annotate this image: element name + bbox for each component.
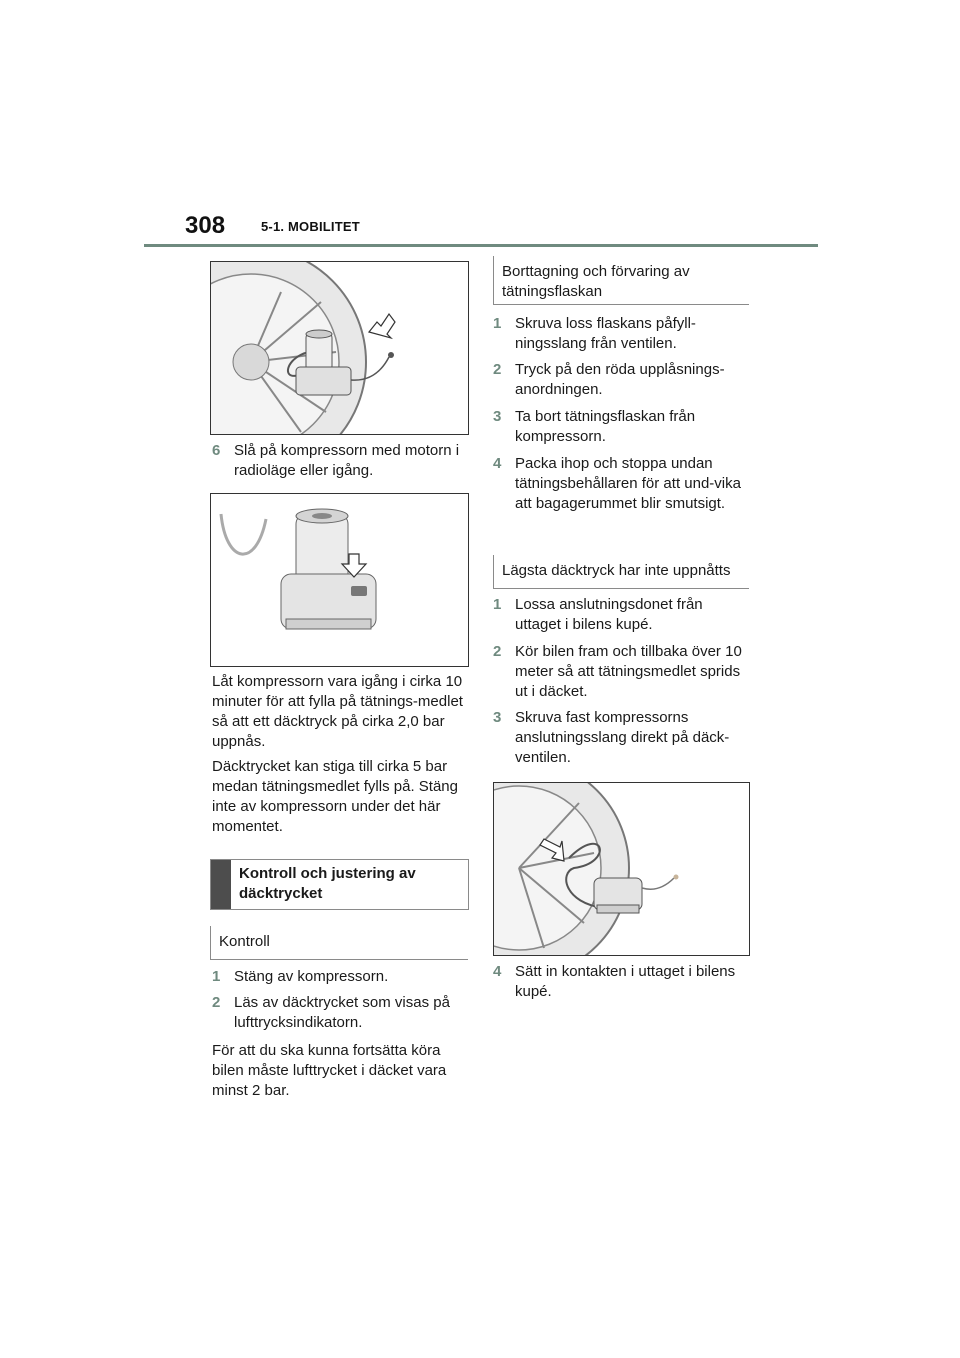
step-text: Slå på kompressorn med motorn i radioläge eller igång. <box>234 442 460 479</box>
step-number: 4 <box>493 963 502 980</box>
step-text: Sätt in kontakten i uttaget i bilens kupé. <box>515 963 736 1000</box>
figure-compressor-closeup <box>210 493 469 667</box>
header-divider <box>144 244 818 247</box>
step-number: 4 <box>493 455 502 472</box>
step-number: 3 <box>493 408 502 425</box>
step-4 <box>493 962 749 1002</box>
compressor-wheel-illustration <box>211 262 468 434</box>
figure-compressor-to-valve <box>493 782 750 956</box>
paragraph-run-time: Låt kompressorn vara igång i cirka 10 minuter för att fylla på tätnings-medlet så att ett däcktryck på cirka 2,0 bar uppnås. <box>212 673 463 750</box>
paragraph-pressure-warning: Däcktrycket kan stiga till cirka 5 bar medan tätningsmedlet fylls på. Stäng inte av kompressorn under det här momentet. <box>212 758 458 835</box>
step-number: 1 <box>493 596 502 613</box>
step-1 <box>493 314 749 354</box>
compressor-valve-illustration <box>494 783 749 955</box>
step-number: 3 <box>493 709 502 726</box>
subheading-min-pressure: Lägsta däcktryck har inte uppnåtts <box>493 555 749 589</box>
section-heading-box <box>210 859 469 910</box>
paragraph-minimum-pressure: För att du ska kunna fortsätta köra bilen måste lufttrycket i däcket vara minst 2 bar. <box>212 1042 447 1099</box>
compressor-closeup-illustration <box>211 494 468 666</box>
step-1 <box>212 967 468 987</box>
step-3 <box>493 708 749 768</box>
step-text: Läs av däcktrycket som visas på lufttrycksindikatorn. <box>234 994 450 1031</box>
step-number: 2 <box>493 643 502 660</box>
step-number: 1 <box>493 315 502 332</box>
step-text: Packa ihop och stoppa undan tätningsbehållaren för att und-vika att bagagerummet blir smutsigt. <box>515 455 741 512</box>
section-title: 5-1. MOBILITET <box>261 219 360 234</box>
figure-compressor-on-wheel <box>210 261 469 435</box>
step-number: 2 <box>212 994 221 1011</box>
step-text: Stäng av kompressorn. <box>234 968 389 985</box>
step-6 <box>212 441 468 481</box>
step-text: Tryck på den röda upplåsnings-anordningen. <box>515 361 725 398</box>
step-number: 2 <box>493 361 502 378</box>
subheading-kontroll: Kontroll <box>210 926 468 960</box>
section-heading: Kontroll och justering av däcktrycket <box>239 865 416 902</box>
page-number: 308 <box>185 212 226 239</box>
step-1 <box>493 595 749 635</box>
step-2 <box>493 360 749 400</box>
step-2 <box>212 993 468 1033</box>
step-number: 1 <box>212 968 221 985</box>
step-text: Lossa anslutningsdonet från uttaget i bilens kupé. <box>515 596 703 633</box>
step-number: 6 <box>212 442 221 459</box>
step-text: Ta bort tätningsflaskan från kompressorn. <box>515 408 696 445</box>
step-text: Kör bilen fram och tillbaka över 10 meter så att tätningsmedlet sprids ut i däcket. <box>515 643 742 700</box>
step-3 <box>493 407 749 447</box>
step-text: Skruva fast kompressorns anslutningsslang direkt på däck-ventilen. <box>515 709 730 766</box>
step-4 <box>493 454 749 514</box>
heading-accent-bar <box>211 860 231 909</box>
step-2 <box>493 642 749 702</box>
step-text: Skruva loss flaskans påfyll-ningsslang från ventilen. <box>515 315 696 352</box>
subheading-removal: Borttagning och förvaring av tätningsflaskan <box>493 256 749 305</box>
